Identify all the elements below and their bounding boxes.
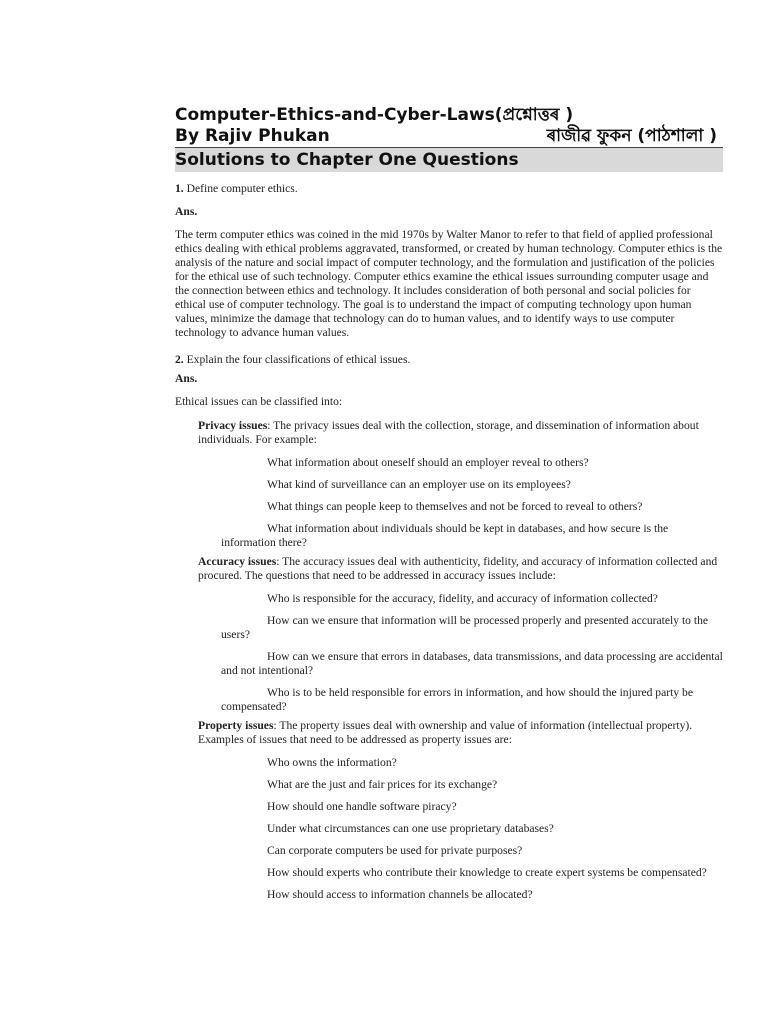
- list-item: Who owns the information?: [267, 756, 397, 769]
- author-name-native: ৰাজীৱ ফুকন (পাঠশালা ): [546, 126, 717, 146]
- question-2: [175, 353, 723, 367]
- list-item: What are the just and fair prices for its exchange?: [267, 778, 498, 791]
- author-name: By Rajiv Phukan: [175, 126, 330, 146]
- question-1: [175, 182, 723, 196]
- section-text: : The privacy issues deal with the collection, storage, and dissemination of information about individuals. For example:: [198, 419, 699, 446]
- intro-text: Ethical issues can be classified into:: [175, 395, 343, 408]
- list-item: Under what circumstances can one use proprietary databases?: [267, 822, 554, 835]
- section-text: : The property issues deal with ownership and value of information (intellectual property). Examples of issues that need to be addressed as property issues are:: [198, 719, 693, 746]
- list-item: How can we ensure that information will be processed properly and presented accurately to the users?: [221, 614, 709, 641]
- question-text: Define computer ethics.: [183, 182, 298, 195]
- section-label: Accuracy issues: [198, 555, 277, 568]
- bullet-glyph: [175, 719, 187, 733]
- list-item: What kind of surveillance can an employer use on its employees?: [267, 478, 571, 491]
- list-item: How should one handle software piracy?: [267, 800, 457, 813]
- question-text: Explain the four classifications of ethical issues.: [183, 353, 411, 366]
- list-item: How should experts who contribute their knowledge to create expert systems be compensated?: [267, 866, 707, 879]
- question-number: 2.: [175, 353, 184, 366]
- answer-paragraph: The term computer ethics was coined in the mid 1970s by Walter Manor to refer to that field of applied professional ethics dealing with ethical problems aggravated, transformed, or created by human technology. Computer ethics is the analysis of the nature and social impact of computer technology, and the formulation and justification of the policies for the ethical use of such technology. Computer ethics examine the ethical issues surrounding computer usage and the connection between ethics and technology. It includes consideration of both personal and social policies for ethical use of computer technology. The goal is to understand the impact of computing technology upon human values, minimize the damage that technology can do to human values, and to identify ways to use computer technology to advance human values.: [175, 228, 723, 339]
- list-item: What information about oneself should an employer reveal to others?: [267, 456, 589, 469]
- list-item: What information about individuals should be kept in databases, and how secure is the information there?: [221, 522, 669, 549]
- answer-label: Ans.: [175, 205, 198, 218]
- question-number: 1.: [175, 182, 184, 195]
- list-item-privacy-issues: [175, 419, 723, 447]
- section-label: Property issues: [198, 719, 274, 732]
- section-label: Privacy issues: [198, 419, 268, 432]
- list-item: How can we ensure that errors in databases, data transmissions, and data processing are accidental and not intentional?: [221, 650, 723, 677]
- list-item: Who is responsible for the accuracy, fidelity, and accuracy of information collected?: [267, 592, 658, 605]
- list-item-property-issues: [175, 719, 723, 747]
- author-line: [175, 126, 723, 148]
- document-page: [175, 104, 723, 902]
- bullet-glyph: [175, 555, 187, 569]
- list-item: Can corporate computers be used for private purposes?: [267, 844, 523, 857]
- document-title: Computer-Ethics-and-Cyber-Laws(প্ৰশ্নোত্তৰ ): [175, 105, 574, 125]
- bullet-glyph: [175, 419, 187, 433]
- chapter-heading: Solutions to Chapter One Questions: [175, 148, 723, 172]
- list-item: What things can people keep to themselves and not be forced to reveal to others?: [267, 500, 643, 513]
- list-item-accuracy-issues: [175, 555, 723, 583]
- list-item: How should access to information channels be allocated?: [267, 888, 533, 901]
- section-text: : The accuracy issues deal with authenticity, fidelity, and accuracy of information collected and procured. The questions that need to be addressed in accuracy issues include:: [198, 555, 718, 582]
- list-item: Who is to be held responsible for errors in information, and how should the injured party be compensated?: [221, 686, 693, 713]
- answer-label: Ans.: [175, 372, 198, 385]
